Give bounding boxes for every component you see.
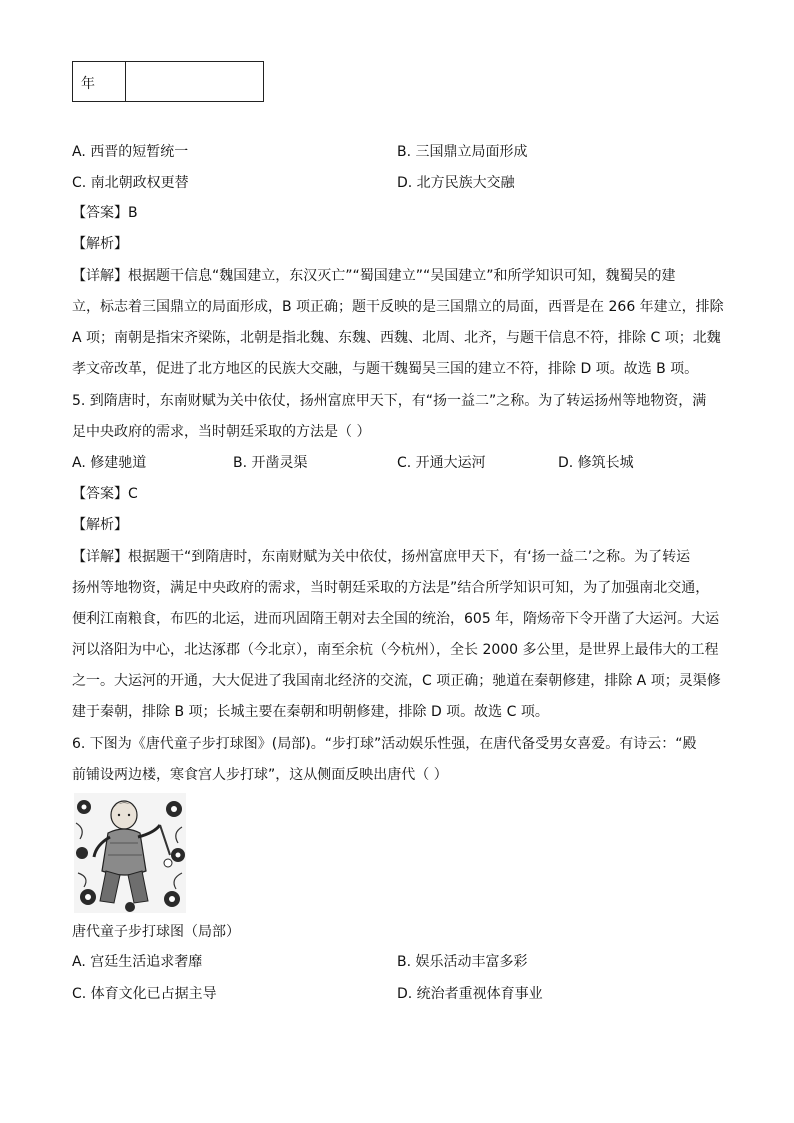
figure-caption: 唐代童子步打球图（局部） xyxy=(72,924,240,940)
q6-option-a: A. 宫廷生活追求奢靡 xyxy=(72,954,203,970)
q5-option-d: D. 修筑长城 xyxy=(558,455,634,471)
q5-stem-line: 5. 到隋唐时，东南财赋为关中依仗，扬州富庶甲天下，有“扬一益二”之称。为了转运扬州等地物资，满 xyxy=(72,393,707,409)
q4-option-d: D. 北方民族大交融 xyxy=(397,175,515,191)
table-cell-year xyxy=(73,62,126,101)
q5-stem-line: 足中央政府的需求，当时朝廷采取的方法是（ ） xyxy=(72,424,371,440)
q4-detail-line: A 项；南朝是指宋齐梁陈，北朝是指北魏、东魏、西魏、北周、北齐，与题干信息不符，排除 C 项；北魏 xyxy=(72,330,721,346)
tang-child-ball-painting-image xyxy=(74,793,186,913)
q5-analysis-label: 【解析】 xyxy=(72,517,128,533)
q4-detail-line: 【详解】根据题干信息“魏国建立，东汉灭亡”“蜀国建立”“吴国建立”和所学知识可知，魏蜀吴的建 xyxy=(72,268,676,284)
q6-option-d: D. 统治者重视体育事业 xyxy=(397,986,543,1002)
q5-detail-line: 便利江南粮食，布匹的北运，进而巩固隋王朝对去全国的统治，605 年，隋炀帝下令开凿了大运河。大运 xyxy=(72,611,720,627)
q4-option-a: A. 西晋的短暂统一 xyxy=(72,144,189,160)
q6-stem-line: 前铺设两边楼，寒食宫人步打球”，这从侧面反映出唐代（ ） xyxy=(72,767,448,783)
q5-answer: 【答案】C xyxy=(72,486,138,502)
q5-detail-line: 之一。大运河的开通，大大促进了我国南北经济的交流，C 项正确；驰道在秦朝修建，排除 A 项；灵渠修 xyxy=(72,673,721,689)
q5-option-b: B. 开凿灵渠 xyxy=(233,455,308,471)
q6-stem-line: 6. 下图为《唐代童子步打球图》(局部)。“步打球”活动娱乐性强，在唐代备受男女喜爱。有诗云：“殿 xyxy=(72,736,697,752)
q4-detail-line: 立，标志着三国鼎立的局面形成，B 项正确；题干反映的是三国鼎立的局面，西晋是在 266 年建立，排除 xyxy=(72,299,724,315)
q5-detail-line: 扬州等地物资，满足中央政府的需求，当时朝廷采取的方法是”结合所学知识可知，为了加强南北交通， xyxy=(72,580,710,596)
q5-detail-line: 【详解】根据题干“到隋唐时，东南财赋为关中依仗，扬州富庶甲天下，有‘扬一益二’之称。为了转运 xyxy=(72,549,691,565)
q5-option-a: A. 修建驰道 xyxy=(72,455,147,471)
q6-option-b: B. 娱乐活动丰富多彩 xyxy=(397,954,528,970)
year-table xyxy=(72,61,264,102)
q4-analysis-label: 【解析】 xyxy=(72,236,128,252)
q5-option-c: C. 开通大运河 xyxy=(397,455,486,471)
q5-detail-line: 河以洛阳为中心，北达涿郡（今北京），南至余杭（今杭州），全长 2000 多公里，是世界上最伟大的工程 xyxy=(72,642,719,658)
q4-option-b: B. 三国鼎立局面形成 xyxy=(397,144,528,160)
q5-detail-line: 建于秦朝，排除 B 项；长城主要在秦朝和明朝修建，排除 D 项。故选 C 项。 xyxy=(72,704,549,720)
q4-option-c: C. 南北朝政权更替 xyxy=(72,175,189,191)
table-cell-year-text: 年 xyxy=(81,76,95,92)
q6-option-c: C. 体育文化已占据主导 xyxy=(72,986,217,1002)
q4-detail-line: 孝文帝改革，促进了北方地区的民族大交融，与题干魏蜀吴三国的建立不符，排除 D 项。故选 B 项。 xyxy=(72,361,699,377)
q4-answer: 【答案】B xyxy=(72,205,138,221)
